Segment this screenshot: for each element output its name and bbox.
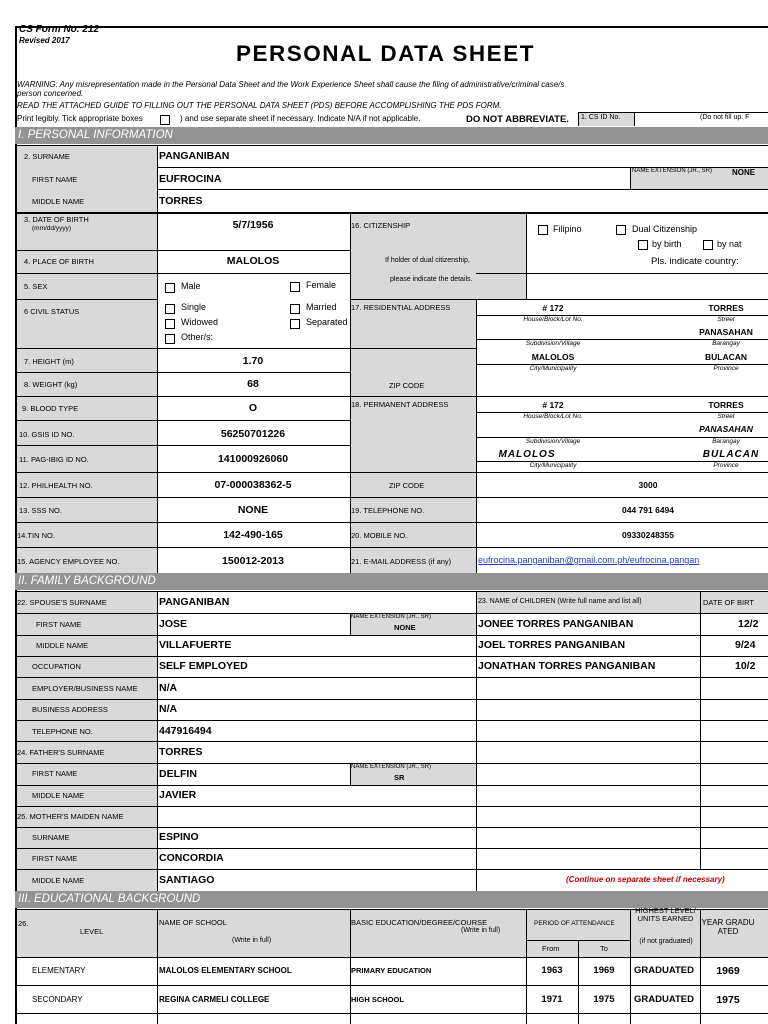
pob-value[interactable]: MALOLOS [226, 255, 280, 267]
child-dob[interactable]: 10/2 [735, 660, 756, 672]
print-legibly-text: Print legibly. Tick appropriate boxes [17, 114, 143, 123]
sss-label: 13. SSS NO. [19, 506, 62, 515]
spouse-surname-value[interactable]: PANGANIBAN [159, 596, 230, 608]
agency-no-value[interactable]: 150012-2013 [222, 555, 284, 567]
residential-address-label: 17. RESIDENTIAL ADDRESS [351, 303, 451, 312]
res-city-caption: City/Municipality [529, 365, 577, 372]
edu-number: 26. [18, 919, 29, 928]
level-header: LEVEL [80, 927, 104, 936]
sex-label: 5. SEX [24, 282, 48, 291]
school-header: NAME OF SCHOOL [159, 918, 227, 927]
section-family-background: II. FAMILY BACKGROUND [15, 573, 768, 590]
pagibig-label: 11. PAG-IBIG ID NO. [19, 455, 89, 464]
perm-city-caption: City/Municipality [529, 462, 577, 469]
dual-citizenship-checkbox[interactable] [616, 225, 626, 235]
email-label: 21. E-MAIL ADDRESS (if any) [351, 557, 452, 566]
dual-citizenship-label: Dual Citizenship [632, 224, 698, 234]
read-guide-text: READ THE ATTACHED GUIDE TO FILLING OUT THE PERSONAL DATA SHEET (PDS) BEFORE ACCOMPLISHING THE PDS FORM. [17, 101, 502, 110]
sex-male-label: Male [181, 281, 201, 291]
spouse-name-ext-label: NAME EXTENSION (JR., SR) [351, 614, 432, 620]
blood-type-label: 9. BLOOD TYPE [22, 404, 79, 413]
tin-label: 14.TIN NO. [17, 531, 55, 540]
civil-others-label: Other/s: [181, 332, 214, 342]
warning-text: WARNING: Any misrepresentation made in the Personal Data Sheet and the Work Experience Sheet shall cause the filing of administrative/criminal case/s [17, 80, 565, 89]
year-graduated-header: YEAR GRADUATED [701, 918, 755, 936]
res-house-value[interactable]: # 172 [542, 303, 564, 313]
child-name[interactable]: JONEE TORRES PANGANIBAN [478, 618, 634, 630]
child-name[interactable]: JOEL TORRES PANGANIBAN [478, 639, 626, 651]
citizenship-label: 16. CITIZENSHIP [351, 221, 411, 230]
continue-note: (Continue on separate sheet if necessary) [566, 875, 725, 884]
section-personal-information: I. PERSONAL INFORMATION [15, 127, 768, 144]
sex-male-checkbox[interactable] [165, 283, 175, 293]
edu-course[interactable]: HIGH SCHOOL [351, 995, 404, 1004]
middle-name-label: MIDDLE NAME [32, 197, 85, 206]
cs-id-field[interactable] [635, 113, 695, 125]
surname-value[interactable]: PANGANIBAN [159, 150, 230, 162]
pagibig-value[interactable]: 141000926060 [217, 453, 289, 465]
sample-checkbox [160, 115, 170, 125]
print-legibly-text-2: ) and use separate sheet if necessary. Indicate N/A if not applicable. [180, 114, 421, 123]
dual-note-1: If holder of dual citizenship, [385, 257, 470, 264]
permanent-address-label: 18. PERMANENT ADDRESS [351, 400, 449, 409]
gsis-value[interactable]: 56250701226 [220, 428, 286, 440]
mother-maiden-label: 25. MOTHER'S MAIDEN NAME [17, 812, 124, 821]
res-barangay-caption: Barangay [712, 340, 740, 347]
father-surname-value[interactable]: TORRES [159, 746, 203, 758]
perm-house-value[interactable]: # 172 [542, 400, 564, 410]
by-birth-checkbox[interactable] [638, 240, 648, 250]
surname-label: 2. SURNAME [24, 152, 70, 161]
edu-level: ELEMENTARY [32, 966, 86, 975]
civil-widowed-label: Widowed [181, 317, 219, 327]
edu-to[interactable]: 1969 [593, 965, 615, 976]
spouse-surname-label: 22. SPOUSE'S SURNAME [17, 598, 107, 607]
edu-course[interactable]: PRIMARY EDUCATION [351, 966, 432, 975]
dob-label: 3. DATE OF BIRTH [24, 215, 89, 224]
mobile-value[interactable]: 09330248355 [621, 530, 675, 540]
pob-label: 4. PLACE OF BIRTH [24, 257, 94, 266]
spouse-first-name-label: FIRST NAME [36, 620, 82, 629]
by-naturalization-label: by nat [717, 239, 742, 249]
section-educational-background: III. EDUCATIONAL BACKGROUND [15, 891, 768, 908]
father-name-ext-value[interactable]: SR [394, 773, 405, 782]
father-surname-label: 24. FATHER'S SURNAME [17, 748, 105, 757]
spouse-middle-name-label: MIDDLE NAME [36, 641, 89, 650]
father-first-name-value[interactable]: DELFIN [159, 768, 197, 780]
mother-middle-name-value[interactable]: SANTIAGO [159, 874, 215, 886]
edu-from[interactable]: 1971 [541, 994, 563, 1005]
telephone-value[interactable]: 044 791 6494 [622, 505, 674, 515]
children-header: 23. NAME of CHILDREN (Write full name and list all) [478, 598, 642, 605]
edu-to[interactable]: 1975 [593, 994, 615, 1005]
occupation-label: OCCUPATION [32, 662, 81, 671]
perm-subdivision-caption: Subdivision/Village [525, 438, 581, 445]
warning-text-2: person concerned. [17, 89, 84, 98]
business-address-label: BUSINESS ADDRESS [32, 705, 108, 714]
dob-format: (mm/dd/yyyy) [32, 225, 71, 232]
res-zip-label: ZIP CODE [389, 381, 425, 390]
first-name-value[interactable]: EUFROCINA [159, 173, 222, 185]
mother-surname-label: SURNAME [32, 833, 70, 842]
perm-barangay-caption: Barangay [712, 438, 740, 445]
employer-value[interactable]: N/A [159, 682, 178, 694]
edu-highest[interactable]: GRADUATED [634, 965, 694, 976]
res-house-caption: House/Block/Lot No. [523, 316, 583, 323]
first-name-label: FIRST NAME [32, 175, 78, 184]
do-not-fill-note: (Do not fill up. F [700, 114, 750, 121]
school-subheader: (Write in full) [232, 937, 272, 944]
child-name[interactable]: JONATHAN TORRES PANGANIBAN [478, 660, 656, 672]
business-address-value[interactable]: N/A [159, 703, 178, 715]
mother-first-name-value[interactable]: CONCORDIA [159, 852, 224, 864]
mobile-label: 20. MOBILE NO. [351, 531, 408, 540]
philhealth-value[interactable]: 07-000038362-5 [214, 479, 292, 491]
course-subheader: (Write in full) [461, 927, 501, 934]
perm-province-caption: Province [713, 462, 739, 469]
employer-label: EMPLOYER/BUSINESS NAME [32, 684, 138, 693]
perm-city-value[interactable]: MALOLOS [498, 449, 556, 460]
res-barangay-value[interactable]: PANASAHAN [699, 327, 753, 337]
blood-type-value[interactable]: O [248, 402, 258, 414]
spouse-first-name-value[interactable]: JOSE [159, 618, 188, 630]
dual-note-2: please indicate the details. [390, 276, 473, 283]
sex-female-checkbox[interactable] [290, 282, 300, 292]
civil-separated-label: Separated [306, 317, 348, 327]
page-title: PERSONAL DATA SHEET [236, 41, 535, 66]
by-birth-label: by birth [652, 239, 682, 249]
sex-female-label: Female [306, 280, 337, 290]
agency-no-label: 15. AGENCY EMPLOYEE NO. [17, 557, 120, 566]
email-value[interactable]: eufrocina.panganiban@gmail.com.ph/eufrocina.pangan [478, 555, 700, 565]
height-value[interactable]: 1.70 [242, 355, 264, 367]
child-dob[interactable]: 12/2 [738, 618, 759, 630]
mother-surname-value[interactable]: ESPINO [159, 831, 199, 843]
res-subdivision-caption: Subdivision/Village [525, 340, 581, 347]
edu-school[interactable]: MALOLOS ELEMENTARY SCHOOL [159, 966, 292, 975]
perm-province-value[interactable]: BULACAN [702, 449, 760, 460]
edu-from[interactable]: 1963 [541, 965, 563, 976]
weight-value[interactable]: 68 [247, 378, 259, 390]
from-header: From [542, 944, 560, 953]
mother-middle-name-label: MIDDLE NAME [32, 876, 85, 885]
philhealth-label: 12. PHILHEALTH NO. [19, 481, 93, 490]
cs-id-label: 1. CS ID No. [581, 114, 621, 121]
spouse-telephone-value[interactable]: 447916494 [159, 725, 212, 737]
edu-year[interactable]: 1975 [716, 994, 740, 1006]
edu-year[interactable]: 1969 [716, 965, 740, 977]
filipino-label: Filipino [553, 224, 582, 234]
civil-single-label: Single [181, 302, 207, 312]
middle-name-value[interactable]: TORRES [159, 195, 203, 207]
edu-level: SECONDARY [32, 995, 83, 1004]
civil-separated-checkbox[interactable] [290, 319, 300, 329]
do-not-abbreviate: DO NOT ABBREVIATE. [466, 114, 569, 125]
father-first-name-label: FIRST NAME [32, 769, 78, 778]
civil-widowed-checkbox[interactable] [165, 319, 175, 329]
filipino-checkbox[interactable] [538, 225, 548, 235]
spouse-name-ext-value[interactable]: NONE [394, 623, 416, 632]
res-province-caption: Province [713, 365, 739, 372]
name-extension-value[interactable]: NONE [732, 168, 756, 177]
civil-status-label: 6 CIVIL STATUS [24, 307, 80, 316]
spouse-middle-name-value[interactable]: VILLAFUERTE [159, 639, 232, 651]
civil-married-label: Married [306, 302, 337, 312]
course-header: BASIC EDUCATION/DEGREE/COURSE [351, 918, 488, 927]
form-number: CS Form No. 212 [19, 24, 100, 35]
revised-date: Revised 2017 [19, 36, 70, 45]
by-naturalization-checkbox[interactable] [703, 240, 713, 250]
mother-first-name-label: FIRST NAME [32, 854, 78, 863]
highest-level-subheader: (if not graduated) [639, 938, 693, 945]
weight-label: 8. WEIGHT (kg) [24, 380, 78, 389]
name-extension-label: NAME EXTENSION (JR., SR) [632, 168, 713, 174]
civil-others-checkbox[interactable] [165, 334, 175, 344]
highest-level-header: HIGHEST LEVEL/ UNITS EARNED [635, 906, 696, 923]
edu-school[interactable]: REGINA CARMELI COLLEGE [159, 995, 270, 1004]
res-city-value[interactable]: MALOLOS [531, 352, 575, 362]
gsis-label: 10. GSIS ID NO. [19, 430, 75, 439]
period-header: PERIOD OF ATTENDANCE [534, 920, 615, 927]
edu-highest[interactable]: GRADUATED [634, 994, 694, 1005]
sss-value[interactable]: NONE [237, 504, 269, 516]
to-header: To [600, 944, 608, 953]
res-province-value[interactable]: BULACAN [704, 352, 748, 362]
spouse-telephone-label: TELEPHONE NO. [32, 727, 93, 736]
perm-house-caption: House/Block/Lot No. [523, 413, 583, 420]
occupation-value[interactable]: SELF EMPLOYED [159, 660, 248, 672]
father-name-ext-label: NAME EXTENSION (JR., SR) [351, 764, 432, 770]
perm-zip-label: ZIP CODE [389, 481, 425, 490]
telephone-label: 19. TELEPHONE NO. [351, 506, 425, 515]
civil-single-checkbox[interactable] [165, 304, 175, 314]
father-middle-name-label: MIDDLE NAME [32, 791, 85, 800]
res-street-caption: Street [717, 316, 735, 323]
child-dob[interactable]: 9/24 [735, 639, 756, 651]
tin-value[interactable]: 142-490-165 [223, 529, 283, 541]
dob-value[interactable]: 5/7/1956 [232, 219, 274, 231]
perm-zip-value[interactable]: 3000 [638, 480, 658, 490]
children-dob-header: DATE OF BIRT [703, 598, 754, 607]
perm-barangay-value[interactable]: PANASAHAN [699, 424, 753, 434]
civil-married-checkbox[interactable] [290, 304, 300, 314]
perm-street-caption: Street [717, 413, 735, 420]
father-middle-name-value[interactable]: JAVIER [159, 789, 197, 801]
height-label: 7. HEIGHT (m) [24, 357, 74, 366]
res-street-value[interactable]: TORRES [708, 303, 744, 313]
perm-street-value[interactable]: TORRES [708, 400, 744, 410]
country-label: Pls. indicate country: [651, 256, 739, 267]
